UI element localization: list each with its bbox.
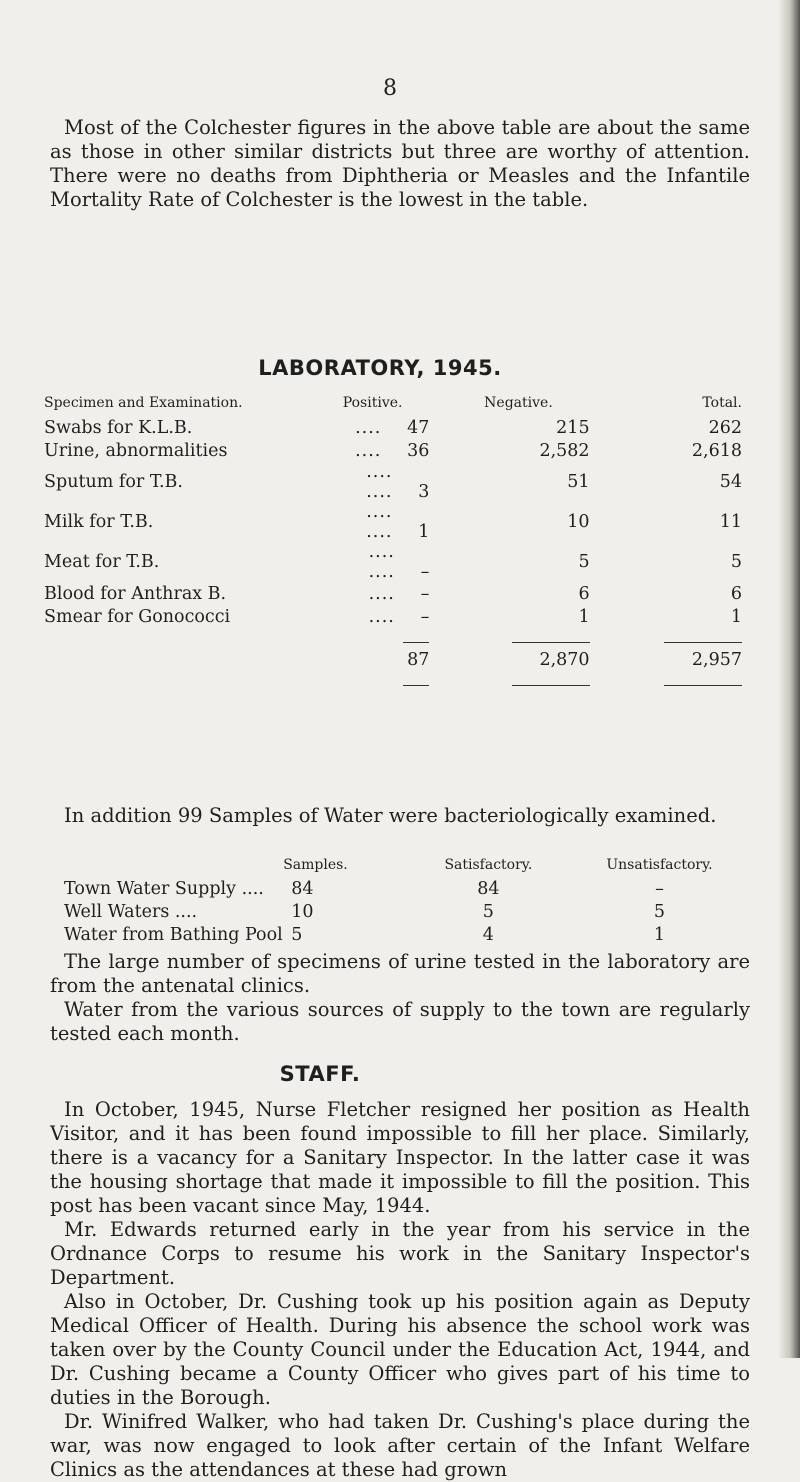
staff-text-4: Dr. Winifred Walker, who had taken Dr. Cushing's place during the war, was now engaged to look after certain of the Infant Welfare Clinics as the attendances at these had grown: [50, 1410, 750, 1481]
samples-value: 10: [291, 901, 314, 922]
positive-value: –: [420, 606, 430, 627]
rule-line: [664, 685, 742, 686]
water-source: Town Water Supply ....: [64, 878, 264, 899]
leader-dots: ....: [355, 440, 382, 461]
col-total: Total.: [702, 395, 742, 411]
positive-value: 1: [418, 522, 430, 542]
col-specimen: Specimen and Examination.: [44, 395, 243, 411]
positive-total: 87: [407, 649, 430, 670]
negative-value: 2,582: [539, 440, 590, 461]
staff-heading: STAFF.: [279, 1062, 361, 1086]
col-satisfactory: Satisfactory.: [444, 857, 533, 873]
col-positive: Positive.: [342, 395, 403, 411]
negative-value: 10: [567, 512, 590, 532]
leader-dots: .... ....: [368, 542, 395, 582]
samples-value: 84: [291, 878, 314, 899]
positive-value: 3: [418, 482, 430, 502]
table-row: [44, 542, 744, 582]
leader-dots: ....: [355, 417, 382, 438]
page-number: 8: [383, 76, 397, 101]
laboratory-header-row: [44, 395, 744, 416]
col-samples: Samples.: [283, 857, 348, 873]
satisfactory-value: 84: [477, 878, 500, 899]
negative-total: 2,870: [539, 649, 590, 670]
staff-text-3: Also in October, Dr. Cushing took up his position again as Deputy Medical Officer of Health. During his absence the school work was taken over by the County Council under the Education Act, 1944, and Dr. Cushing became a County Officer who gives part of his time to duties in the Borough.: [50, 1290, 750, 1409]
unsatisfactory-value: 5: [653, 901, 666, 922]
specimen-name: Meat for T.B.: [44, 552, 160, 572]
water-source: Well Waters ....: [64, 901, 198, 922]
unsatisfactory-value: 1: [653, 924, 666, 945]
water-testing-text: Water from the various sources of supply to the town are regularly tested each month.: [50, 998, 750, 1045]
col-negative: Negative.: [484, 395, 553, 411]
total-value: 1: [730, 606, 742, 627]
grand-total: 2,957: [691, 649, 742, 670]
table-row: [44, 416, 744, 439]
total-value: 11: [719, 512, 742, 532]
staff-paragraph-1: [50, 1098, 750, 1218]
specimen-name: Milk for T.B.: [44, 512, 154, 532]
rule-line: [403, 642, 429, 643]
totals-row: [44, 648, 744, 671]
total-value: 5: [730, 552, 742, 572]
specimen-name: Blood for Anthrax B.: [44, 583, 227, 604]
water-intro-paragraph: [50, 804, 750, 828]
page-edge-shadow: [778, 0, 800, 1358]
water-intro-text: In addition 99 Samples of Water were bacteriologically examined.: [64, 804, 717, 827]
urine-note-text: The large number of specimens of urine tested in the laboratory are from the antenatal clinics.: [50, 950, 750, 997]
rule-line: [403, 685, 429, 686]
specimen-name: Swabs for K.L.B.: [44, 417, 193, 438]
table-row: [50, 923, 750, 946]
positive-value: 36: [407, 440, 430, 461]
staff-text-1: In October, 1945, Nurse Fletcher resigned her position as Health Visitor, and it has been found impossible to fill her place. Similarly, there is a vacancy for a Sanitary Inspector. In the latter case it was the housing shortage that made it impossible to fill the position. This post has been vacant since May, 1944.: [50, 1098, 750, 1217]
negative-value: 1: [578, 606, 590, 627]
staff-paragraph-3: [50, 1290, 750, 1481]
table-row: [44, 439, 744, 462]
col-unsatisfactory: Unsatisfactory.: [606, 857, 713, 873]
intro-paragraph: [50, 116, 750, 212]
table-row: [50, 900, 750, 923]
leader-dots: ....: [368, 606, 395, 627]
staff-paragraph-2: [50, 1218, 750, 1290]
unsatisfactory-value: –: [655, 878, 664, 899]
laboratory-heading: LABORATORY, 1945.: [258, 356, 502, 380]
laboratory-table: [44, 395, 744, 691]
staff-text-2: Mr. Edwards returned early in the year from his service in the Ordnance Corps to resume his work in the Sanitary Inspector's Department.: [50, 1218, 750, 1289]
negative-value: 51: [567, 472, 590, 492]
intro-text: Most of the Colchester figures in the above table are about the same as those in other similar districts but three are worthy of attention. There were no deaths from Diphtheria or Measles and the Infantile Mortality Rate of Colchester is the lowest in the table.: [50, 116, 750, 211]
negative-value: 6: [578, 583, 590, 604]
rule-row-top: [44, 628, 744, 648]
water-source: Water from Bathing Pool: [64, 924, 283, 945]
negative-value: 5: [578, 552, 590, 572]
satisfactory-value: 5: [482, 901, 494, 922]
positive-value: –: [420, 583, 430, 604]
table-row: [50, 877, 750, 900]
table-row: [44, 502, 744, 542]
table-row: [44, 462, 744, 502]
table-row: [44, 605, 744, 628]
total-value: 6: [730, 583, 742, 604]
rule-line: [512, 685, 590, 686]
leader-dots: .... ....: [366, 462, 393, 502]
water-table: [50, 857, 750, 946]
leader-dots: .... ....: [366, 502, 393, 542]
satisfactory-value: 4: [482, 924, 494, 945]
total-value: 54: [719, 472, 742, 492]
samples-value: 5: [291, 924, 303, 945]
rule-line: [512, 642, 590, 643]
water-testing-paragraph: [50, 998, 750, 1046]
total-value: 262: [708, 417, 742, 438]
rule-line: [664, 642, 742, 643]
positive-value: 47: [407, 417, 430, 438]
water-header-row: [50, 857, 750, 877]
rule-row-bottom: [44, 671, 744, 691]
specimen-name: Smear for Gonococci: [44, 606, 231, 627]
specimen-name: Sputum for T.B.: [44, 472, 183, 492]
specimen-name: Urine, abnormalities: [44, 440, 228, 461]
positive-value: –: [420, 562, 430, 582]
urine-note-paragraph: [50, 950, 750, 998]
total-value: 2,618: [691, 440, 742, 461]
leader-dots: ....: [368, 583, 395, 604]
table-row: [44, 582, 744, 605]
negative-value: 215: [556, 417, 590, 438]
